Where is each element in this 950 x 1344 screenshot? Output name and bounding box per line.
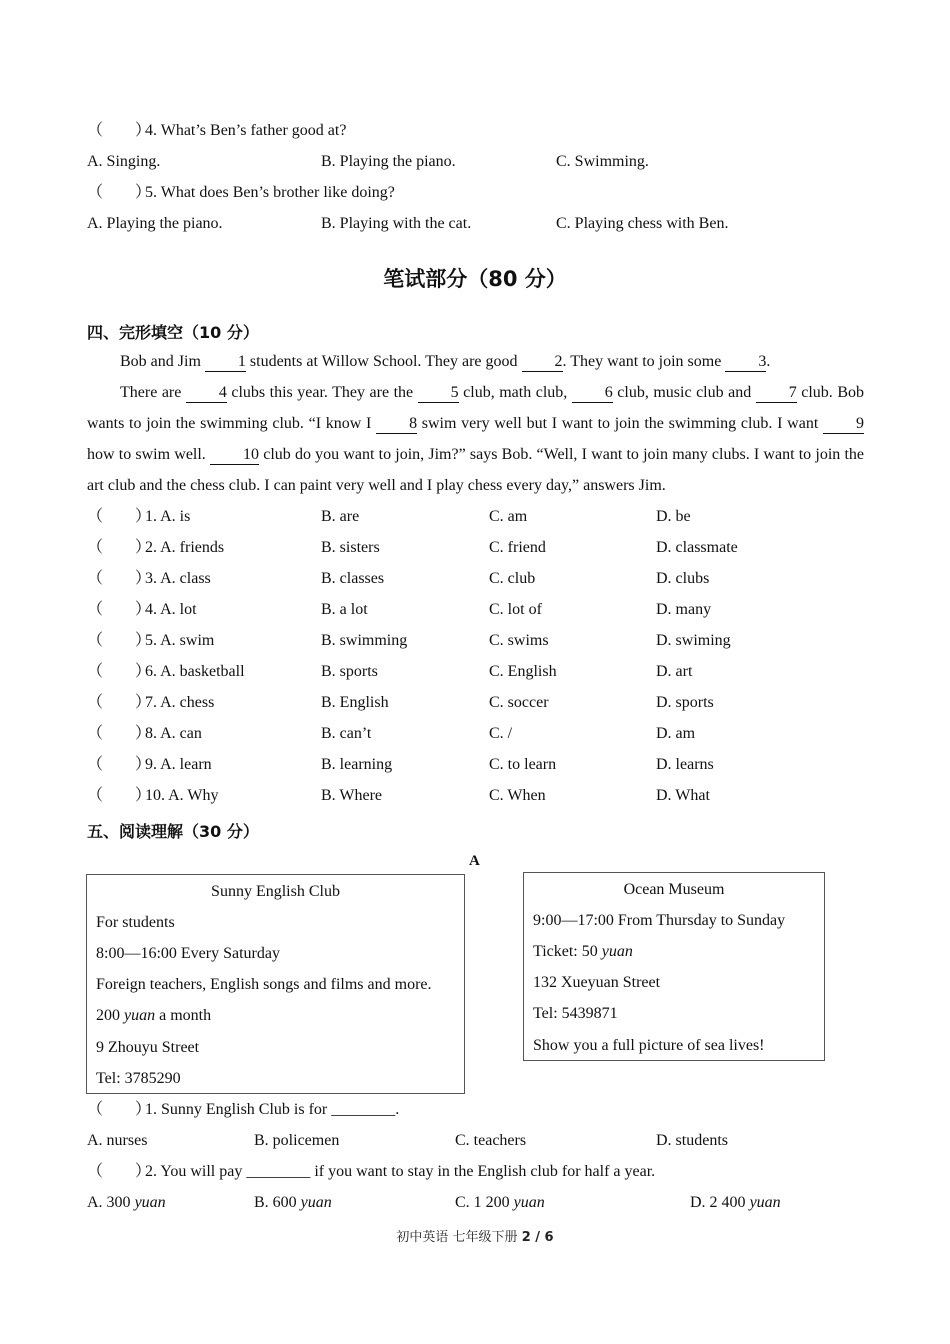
cloze-question-stem: （ ）9. A. learn <box>87 756 212 773</box>
cloze-option-d: D. learns <box>656 756 714 773</box>
cloze-option-c: C. / <box>489 725 513 742</box>
cloze-question-stem: （ ）10. A. Why <box>87 787 219 804</box>
club-hours: 8:00—16:00 Every Saturday <box>96 945 280 962</box>
blank-9: 9 <box>823 415 864 434</box>
cloze-option-d: D. What <box>656 787 710 804</box>
club-audience: For students <box>96 914 175 931</box>
cloze-option-d: D. clubs <box>656 570 710 587</box>
cloze-option-d: D. many <box>656 601 712 618</box>
cloze-option-c: C. to learn <box>489 756 557 773</box>
listening-q4-option-a: A. Singing. <box>87 153 161 170</box>
cloze-option-c: C. friend <box>489 539 546 556</box>
reading-q2-option-c: C. 1 200 yuan <box>455 1194 545 1211</box>
reading-q2-option-d: D. 2 400 yuan <box>690 1194 781 1211</box>
listening-q4: （ ）4. What’s Ben’s father good at? <box>87 122 347 139</box>
museum-ticket: Ticket: 50 yuan <box>533 943 633 960</box>
listening-q4-option-b: B. Playing the piano. <box>321 153 456 170</box>
cloze-option-d: D. be <box>656 508 691 525</box>
cloze-option-c: C. lot of <box>489 601 542 618</box>
cloze-option-b: B. learning <box>321 756 393 773</box>
cloze-option-c: C. English <box>489 663 557 680</box>
museum-hours: 9:00—17:00 From Thursday to Sunday <box>533 912 786 929</box>
cloze-paragraph-2: There are 4 clubs this year. They are the 5 club, math club, 6 club, music club and 7 club. Bob wants to join the swimming club. “I know I 8 swim very well but I want to join the swimming club. I want 9 how to swim well. 10 club do you want to join, Jim?” says Bob. “Well, I want to join many clubs. I want to join the art club and the chess club. I can paint very well and I play chess every day,” answers Jim. <box>87 384 865 494</box>
cloze-question-stem: （ ）2. A. friends <box>87 539 225 556</box>
cloze-option-c: C. am <box>489 508 528 525</box>
club-tel: Tel: 3785290 <box>96 1070 181 1087</box>
blank-5: 5 <box>418 384 459 403</box>
cloze-option-d: D. classmate <box>656 539 738 556</box>
ocean-museum-ad <box>523 872 825 1061</box>
cloze-option-b: B. can’t <box>321 725 372 742</box>
blank-10: 10 <box>210 446 259 465</box>
page-number: 2 / 6 <box>521 1230 554 1245</box>
cloze-option-b: B. sports <box>321 663 378 680</box>
cloze-option-c: C. When <box>489 787 546 804</box>
club-title: Sunny English Club <box>211 883 340 900</box>
cloze-heading: 四、完形填空（10 分） <box>87 323 259 342</box>
blank-1: 1 <box>205 353 246 372</box>
club-features: Foreign teachers, English songs and films and more. <box>96 976 432 993</box>
cloze-option-b: B. a lot <box>321 601 368 618</box>
cloze-question-stem: （ ）1. A. is <box>87 508 191 525</box>
cloze-option-d: D. sports <box>656 694 714 711</box>
cloze-option-b: B. English <box>321 694 389 711</box>
cloze-question-stem: （ ）3. A. class <box>87 570 211 587</box>
reading-q1-option-b: B. policemen <box>254 1132 340 1149</box>
blank-3: 3 <box>725 353 766 372</box>
cloze-question-stem: （ ）4. A. lot <box>87 601 197 618</box>
blank-7: 7 <box>756 384 797 403</box>
listening-q5-option-a: A. Playing the piano. <box>87 215 223 232</box>
cloze-question-stem: （ ）6. A. basketball <box>87 663 245 680</box>
blank-8: 8 <box>376 415 417 434</box>
reading-q1: （ ）1. Sunny English Club is for ________. <box>87 1101 400 1118</box>
reading-q2-option-a: A. 300 yuan <box>87 1194 166 1211</box>
blank-2: 2 <box>522 353 563 372</box>
cloze-question-stem: （ ）5. A. swim <box>87 632 215 649</box>
cloze-option-d: D. am <box>656 725 696 742</box>
reading-q1-option-d: D. students <box>656 1132 728 1149</box>
cloze-option-c: C. soccer <box>489 694 549 711</box>
reading-q2: （ ）2. You will pay ________ if you want to stay in the English club for half a year. <box>87 1163 656 1180</box>
cloze-option-b: B. sisters <box>321 539 380 556</box>
cloze-option-b: B. Where <box>321 787 383 804</box>
listening-q5-option-c: C. Playing chess with Ben. <box>556 215 729 232</box>
listening-q5-option-b: B. Playing with the cat. <box>321 215 472 232</box>
cloze-option-d: D. art <box>656 663 693 680</box>
written-part-title: 笔试部分（80 分） <box>383 267 567 291</box>
blank-6: 6 <box>572 384 613 403</box>
cloze-question-stem: （ ）7. A. chess <box>87 694 215 711</box>
museum-slogan: Show you a full picture of sea lives! <box>533 1037 765 1054</box>
cloze-question-stem: （ ）8. A. can <box>87 725 202 742</box>
listening-q5: （ ）5. What does Ben’s brother like doing? <box>87 184 395 201</box>
reading-q2-option-b: B. 600 yuan <box>254 1194 332 1211</box>
club-address: 9 Zhouyu Street <box>96 1039 200 1056</box>
club-price: 200 yuan a month <box>96 1007 212 1024</box>
reading-q1-option-a: A. nurses <box>87 1132 148 1149</box>
reading-heading: 五、阅读理解（30 分） <box>87 822 259 841</box>
cloze-option-b: B. swimming <box>321 632 408 649</box>
museum-address: 132 Xueyuan Street <box>533 974 661 991</box>
page-footer: 初中英语 七年级下册 2 / 6 <box>396 1230 554 1245</box>
cloze-option-b: B. are <box>321 508 360 525</box>
museum-tel: Tel: 5439871 <box>533 1005 618 1022</box>
sunny-english-club-ad <box>86 874 465 1094</box>
reading-part-label: A <box>469 853 480 869</box>
cloze-option-c: C. club <box>489 570 536 587</box>
blank-4: 4 <box>186 384 227 403</box>
reading-q1-option-c: C. teachers <box>455 1132 527 1149</box>
listening-q4-option-c: C. Swimming. <box>556 153 649 170</box>
museum-title: Ocean Museum <box>623 881 725 898</box>
cloze-paragraph-1: Bob and Jim 1 students at Willow School. They are good 2. They want to join some 3. <box>120 353 771 370</box>
cloze-option-c: C. swims <box>489 632 549 649</box>
cloze-option-d: D. swiming <box>656 632 731 649</box>
cloze-option-b: B. classes <box>321 570 385 587</box>
